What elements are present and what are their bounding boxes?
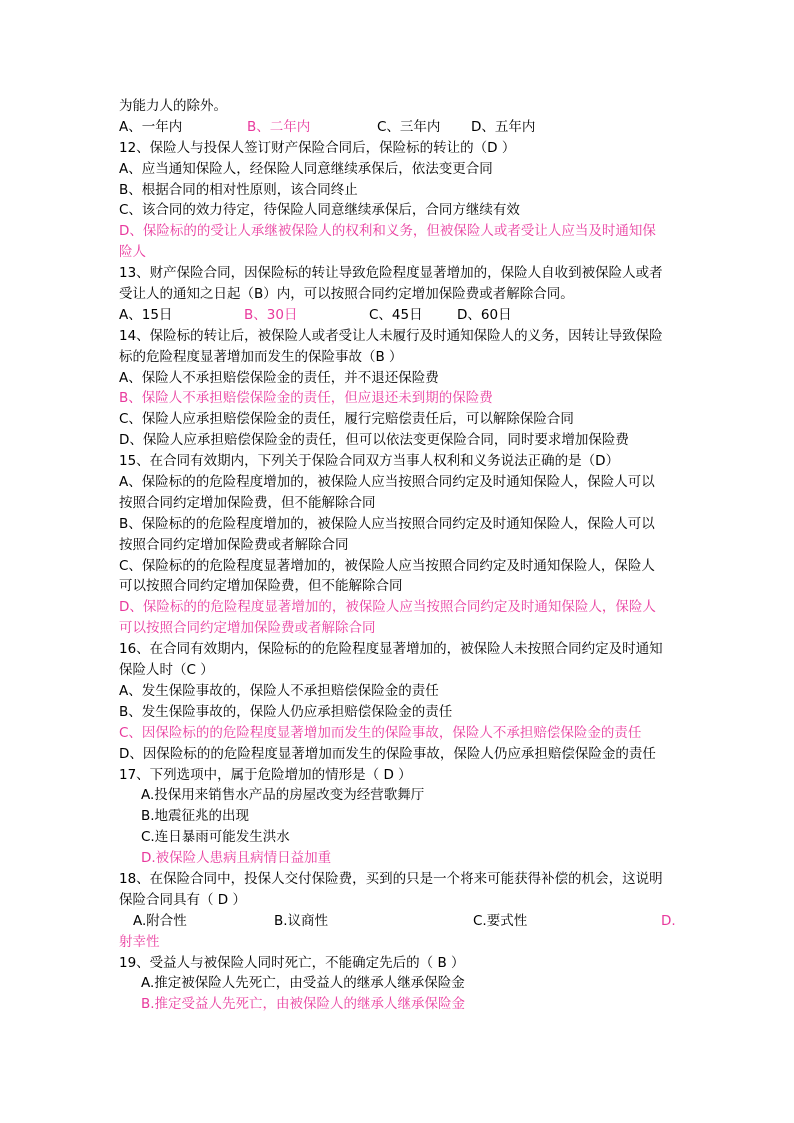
option-b-answer: B.推定受益人先死亡，由被保险人的继承人继承保险金 bbox=[141, 996, 466, 1013]
option-b-answer: B、二年内 bbox=[247, 118, 311, 135]
text-line: 为能力人的除外。 bbox=[119, 98, 227, 114]
options-row bbox=[119, 117, 679, 138]
option-d: D、60日 bbox=[457, 306, 512, 323]
option-c-answer: C、因保险标的的危险程度显著增加而发生的保险事故，保险人不承担赔偿保险金的责任 bbox=[119, 724, 642, 741]
option-a: A、一年内 bbox=[119, 118, 183, 135]
option-b: B.议商性 bbox=[274, 912, 329, 929]
option-a: A.推定被保险人先死亡，由受益人的继承人继承保险金 bbox=[141, 975, 465, 992]
option-c: C、保险标的的危险程度显著增加的，被保险人应当按照合同约定及时通知保险人，保险人 bbox=[119, 557, 655, 574]
option-d-answer: D. bbox=[661, 912, 676, 929]
question-17: 17、下列选项中，属于危险增加的情形是（ D ） bbox=[119, 766, 412, 783]
option-c: C、三年内 bbox=[377, 118, 441, 135]
option-a: A、发生保险事故的，保险人不承担赔偿保险金的责任 bbox=[119, 682, 439, 699]
document-page bbox=[119, 96, 679, 1015]
option-d-answer-cont: 可以按照合同约定增加保险费或者解除合同 bbox=[119, 620, 376, 637]
question-18: 18、在保险合同中，投保人交付保险费，买到的只是一个将来可能获得补偿的机会，这说明 bbox=[119, 870, 663, 887]
option-a: A、保险标的的危险程度增加的，被保险人应当按照合同约定及时通知保险人，保险人可以 bbox=[119, 474, 655, 491]
option-b-answer: B、保险人不承担赔偿保险金的责任，但应退还未到期的保险费 bbox=[119, 390, 493, 407]
option-c-cont: 可以按照合同约定增加保险费，但不能解除合同 bbox=[119, 578, 403, 595]
option-d: D、保险人应承担赔偿保险金的责任，但可以依法变更保险合同，同时要求增加保险费 bbox=[119, 432, 629, 449]
option-d-answer-cont: 射幸性 bbox=[119, 933, 160, 950]
question-15: 15、在合同有效期内，下列关于保险合同双方当事人权利和义务说法正确的是（D） bbox=[119, 453, 620, 470]
option-b: B、保险标的的危险程度增加的，被保险人应当按照合同约定及时通知保险人，保险人可以 bbox=[119, 515, 655, 532]
question-16: 16、在合同有效期内，保险标的的危险程度显著增加的，被保险人未按照合同约定及时通知 bbox=[119, 641, 663, 658]
option-b-answer: B、30日 bbox=[244, 306, 298, 323]
option-b: B.地震征兆的出现 bbox=[141, 808, 250, 825]
option-c: C、该合同的效力待定，待保险人同意继续承保后，合同方继续有效 bbox=[119, 202, 520, 219]
option-c: C.要式性 bbox=[473, 912, 528, 929]
option-a: A、15日 bbox=[119, 306, 173, 323]
option-d: D、五年内 bbox=[471, 118, 536, 135]
question-18-cont: 保险合同具有（ D ） bbox=[119, 891, 246, 908]
option-d: D、因保险标的的危险程度显著增加而发生的保险事故，保险人仍应承担赔偿保险金的责任 bbox=[119, 745, 656, 762]
option-c: C、45日 bbox=[369, 306, 423, 323]
question-19: 19、受益人与被保险人同时死亡，不能确定先后的（ B ） bbox=[119, 954, 465, 971]
question-16-cont: 保险人时（C ） bbox=[119, 662, 214, 679]
question-12: 12、保险人与投保人签订财产保险合同后，保险标的转让的（D ） bbox=[119, 139, 516, 156]
options-row bbox=[119, 305, 679, 326]
option-b: B、根据合同的相对性原则，该合同终止 bbox=[119, 181, 358, 198]
option-c: C、保险人应承担赔偿保险金的责任，履行完赔偿责任后，可以解除保险合同 bbox=[119, 411, 574, 428]
option-a-cont: 按照合同约定增加保险费，但不能解除合同 bbox=[119, 494, 376, 511]
options-row bbox=[119, 911, 679, 932]
option-c: C.连日暴雨可能发生洪水 bbox=[141, 829, 290, 846]
option-d-answer-cont: 险人 bbox=[119, 244, 146, 261]
option-a: A、应当通知保险人，经保险人同意继续承保后，依法变更合同 bbox=[119, 160, 493, 177]
option-d-answer: D.被保险人患病且病情日益加重 bbox=[141, 850, 332, 867]
question-14-cont: 标的危险程度显著增加而发生的保险事故（B ） bbox=[119, 348, 403, 365]
question-14: 14、保险标的转让后，被保险人或者受让人未履行及时通知保险人的义务，因转让导致保险 bbox=[119, 327, 663, 344]
option-a: A.附合性 bbox=[133, 912, 187, 929]
option-b-cont: 按照合同约定增加保险费或者解除合同 bbox=[119, 536, 349, 553]
option-d-answer: D、保险标的的危险程度显著增加的，被保险人应当按照合同约定及时通知保险人，保险人 bbox=[119, 599, 656, 616]
option-b: B、发生保险事故的，保险人仍应承担赔偿保险金的责任 bbox=[119, 703, 453, 720]
question-13-cont: 受让人的通知之日起（B）内，可以按照合同约定增加保险费或者解除合同。 bbox=[119, 286, 574, 303]
option-d-answer: D、保险标的的受让人承继被保险人的权利和义务，但被保险人或者受让人应当及时通知保 bbox=[119, 223, 656, 240]
option-a: A.投保用来销售水产品的房屋改变为经营歌舞厅 bbox=[141, 787, 425, 804]
option-a: A、保险人不承担赔偿保险金的责任，并不退还保险费 bbox=[119, 369, 439, 386]
question-13: 13、财产保险合同，因保险标的转让导致危险程度显著增加的，保险人自收到被保险人或者 bbox=[119, 265, 663, 282]
